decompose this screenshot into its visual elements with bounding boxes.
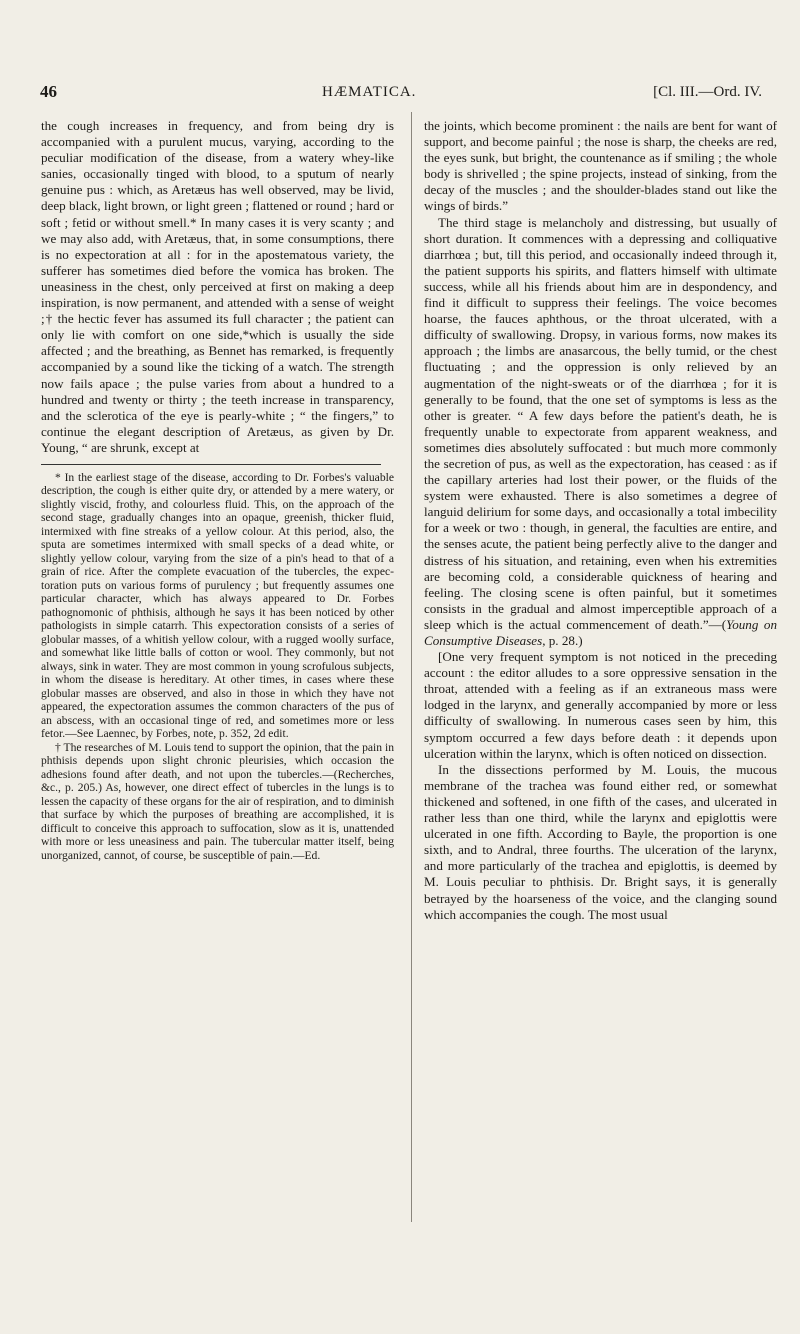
body-paragraph — [424, 215, 777, 650]
page-header — [40, 82, 762, 106]
body-paragraph: [One very frequent symptom is not noticed in the preceding account : the editor alludes to a sore oppressive sensation in the throat, attended with a feeling as if an extraneous mass were lodged in the larynx, and generally accompanied by more or less difficulty of swallowing. In numerous cases seen by him, this symptom occurred a few days before death : it depends upon ulceration within the larynx, which is often noticed on dissection. — [424, 649, 777, 761]
running-title: HÆMATICA. — [322, 84, 417, 100]
footnote-star: * In the earliest stage of the disease, according to Dr. Forbes's valuable description, the cough is either quite dry, or attended by a mere watery, or slightly viscid, frothy, and colourless fluid. This, on the approach of the second stage, gradually changes into an opaque, greenish, thicker fluid, intermixed with fine streaks of a yellow colour. At this period, also, the sputa are sometimes intermixed with small specks of a dead white, or slightly yellow colour, varying from the size of a pin's head to that of a grain of rice. After the complete evacuation of the tubercles, the expectoration puts on various forms of purulency ; but frequently assumes one particular character, which has always appeared to Dr. Forbes pathognomonic of phthisis, although he says it has been noticed by other pathologists in simple catarrh. This expectoration consists of a series of globular masses, of a whitish yellow colour, with a rugged woolly surface, and somewhat like little balls of cotton or wool. They commonly, but not always, sink in water. They are most common in young scrofulous subjects, in whom the disease is hereditary. At other times, in cases where these globular masses are observed, and also in those in which they have not appeared, the expectoration assumes the common characters of the pus of an abscess, with an occasional tinge of red, and sometimes more or less fetor.—See Laennec, by Forbes, note, p. 352, 2d edit. — [41, 470, 394, 741]
footnote-rule — [41, 464, 381, 465]
column-divider — [411, 112, 412, 1222]
footnote-dagger: † The researches of M. Louis tend to support the opinion, that the pain in phthisis depends upon slight chronic pleurisies, which occasion the adhesions found after death, and not upon the tubercles.—(Recherches, &c., p. 205.) As, however, one direct effect of tubercles in the lungs is to lessen the capacity of these organs for the air of respiration, and to diminish that surface by which the purposes of breathing are accomplished, it is difficult to conceive this approach to suffocation, slow as it is, unattended with more or less uneasiness and pain. The tubercular matter itself, being unorganized, cannot, of course, be susceptible of pain.—Ed. — [41, 740, 394, 862]
right-column — [424, 118, 777, 923]
section-label: [Cl. III.—Ord. IV. — [653, 84, 762, 100]
citation-title: Young on Consumptive Diseases — [424, 616, 777, 648]
page-number: 46 — [40, 82, 57, 101]
citation-tail: , p. 28.) — [542, 633, 583, 648]
left-column — [41, 118, 394, 862]
body-paragraph: In the dissections performed by M. Louis, the mucous membrane of the trachea was found either red, or somewhat thickened and softened, in one fifth of the cases, and ulcerated in rather less than one third, while the larynx and epiglottis were ulcerated in one fifth. According to Bayle, the proportion is one sixth, and to Andral, three fourths. The ulceration of the larynx, and more particularly of the trachea and epiglottis, is deemed by M. Louis peculiar to phthisis. Dr. Bright says, it is generally betrayed by the hoarseness of the voice, and the clanging sound which accompanies the cough. The most usual — [424, 761, 777, 922]
body-paragraph: the cough increases in frequency, and from being dry is accompanied with a purulent mucus, varying, according to the peculiar modification of the disease, from a watery whey-like sanies, occasionally tinged with blood, to a sputum of nearly genuine pus : which, as Aretæus has well observed, may be livid, deep black, light brown, or light green ; flattened or round ; hard or soft ; fetid or without smell.* In many cases it is very scanty ; and we may also add, with Aretæus, that, in some consumptions, there is no expectoration at all : for in the apostematous variety, the sufferer has sometimes died before the vomica has broken. The uneasiness in the chest, only perceived at first on making a deep inspiration, is now permanent, and attended with a sense of weight ;† the hectic fever has assumed its full character ; the patient can only lie with comfort on one side,*which is usually the side affected ; and the breathing, as Bennet has remarked, is frequently accompanied by a sound like the ticking of a watch. The strength now fails apace ; the pulse varies from about a hundred to a hundred and twenty or thirty ; the teeth increase in transparency, and the sclerotica of the eye is pearly-white ; “ the fingers,” to continue the elegant description of Aretæus, as given by Dr. Young, “ are shrunk, except at — [41, 118, 394, 455]
body-paragraph: the joints, which become prominent : the nails are bent for want of support, and become painful ; the nose is sharp, the cheeks are red, the eyes sunk, but bright, the countenance as if smiling ; the whole body is shrivelled ; the spine projects, instead of sinking, from the decay of the muscles ; and the shoulder-blades stand out like the wings of birds.” — [424, 118, 777, 214]
paragraph-text: The third stage is melancholy and distressing, but usually of short duration. It commences with a depressing and colliquative diarrhœa ; but, till this period, and occasionally indeed through it, the patient supports his spirits, and flatters himself with ultimate success, while all his friends about him are in despondency, and find it difficult to suppress their feelings. The voice becomes hoarse, the fauces aphthous, or the throat ulcerated, with a difficulty of swallowing. Dropsy, in various forms, now makes its approach ; the limbs are anasarcous, the belly tumid, or the chest fluctuating ; and the oppression is only relieved by an augmentation of the night-sweats or of the diarrhœa ; for it is generally to be found, that the one set of symptoms is less as the other is greater. “ A few days before the patient's death, he is frequently unable to expectorate from apparent weakness, and sometimes dies absolutely suffocated : but much more commonly the secretion of pus, as well as the expectoration, has ceased : as if the capillary arteries had lost their power, or the fluids of the system were exhausted. There is also sometimes a degree of languid delirium for some days, and occasionally a total imbecility for a week or two : though, in general, the faculties are entire, and the senses acute, the patient being perfectly alive to the danger and distress of his situation, and retaining, even when his extremities are becoming cold, a considerable quickness of hearing and feeling. The closing scene is often painful, but it sometimes consists in the gradual and almost imperceptible approach of a sleep which is the actual commencement of death.”—( — [424, 214, 777, 632]
